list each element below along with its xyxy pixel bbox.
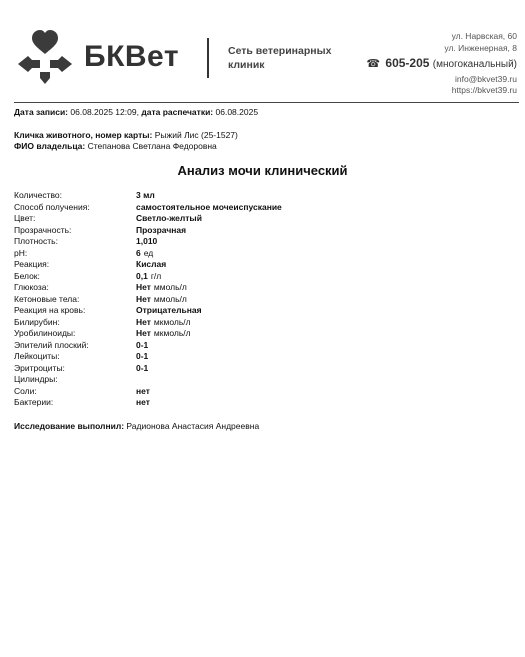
record-dates	[14, 107, 258, 117]
result-value: 0-1	[136, 339, 149, 350]
owner-label: ФИО владельца:	[14, 141, 86, 151]
result-label: Реакция:	[14, 259, 50, 269]
result-unit: мкмоль/л	[153, 316, 191, 327]
result-label: Белок:	[14, 270, 40, 281]
result-label: Прозрачность:	[14, 224, 72, 235]
result-label: Кетоновые тела:	[14, 293, 80, 304]
result-label: Цилиндры:	[14, 374, 58, 384]
result-value: самостоятельное мочеиспускание	[136, 201, 282, 212]
pet-value: Рыжий Лис (25-1527)	[154, 130, 238, 140]
owner-line	[14, 141, 238, 152]
result-value: 0-1	[136, 351, 149, 361]
address-line: ул. Инженерная, 8	[444, 43, 517, 53]
result-row	[14, 351, 434, 363]
result-row	[14, 328, 434, 340]
result-row	[14, 374, 434, 386]
result-value: Нет	[136, 328, 151, 338]
brand-divider	[207, 38, 209, 78]
result-label: Соли:	[14, 385, 37, 396]
performed-by-label: Исследование выполнил:	[14, 421, 125, 431]
result-label: Цвет:	[14, 213, 36, 223]
result-value: 0-1	[136, 362, 149, 373]
phone-icon: ☎	[366, 58, 381, 70]
result-row	[14, 282, 434, 294]
result-row	[14, 271, 434, 283]
result-row	[14, 317, 434, 329]
result-row	[14, 305, 434, 317]
website-link[interactable]: https://bkvet39.ru	[451, 85, 517, 95]
result-label: Глюкоза:	[14, 282, 49, 292]
result-label: Уробилиноиды:	[14, 328, 76, 338]
result-unit: мкмоль/л	[153, 328, 191, 338]
result-label: Лейкоциты:	[14, 351, 60, 361]
result-value: нет	[136, 385, 150, 396]
result-label: Способ получения:	[14, 201, 90, 212]
result-label: pH:	[14, 247, 28, 258]
result-value: 1,010	[136, 236, 158, 246]
header-divider	[14, 102, 519, 103]
result-value: Прозрачная	[136, 224, 187, 235]
result-value: 3 мл	[136, 190, 155, 200]
result-value: Кислая	[136, 259, 167, 269]
performed-by	[14, 421, 259, 431]
result-label: Реакция на кровь:	[14, 305, 86, 315]
brand-name: БКВет	[84, 40, 180, 73]
result-value: 0,1	[136, 270, 148, 281]
result-row	[14, 397, 434, 409]
address-line: ул. Нарвская, 60	[451, 31, 517, 41]
pet-line	[14, 130, 238, 141]
brand-tagline: Сеть ветеринарных клиник	[228, 45, 332, 71]
phone-number: 605-205	[385, 56, 430, 70]
result-unit: ед	[143, 247, 154, 258]
print-date-label: дата распечатки:	[141, 107, 214, 117]
print-date: 06.08.2025	[215, 107, 259, 117]
result-label: Эпителий плоский:	[14, 339, 89, 350]
result-row	[14, 294, 434, 306]
document-title: Анализ мочи клинический	[177, 163, 348, 178]
result-label: Бактерии:	[14, 397, 54, 407]
result-row	[14, 213, 434, 225]
record-date: 06.08.2025 12:09,	[70, 107, 139, 117]
pet-label: Кличка животного, номер карты:	[14, 130, 153, 140]
result-row	[14, 225, 434, 237]
result-row	[14, 386, 434, 398]
result-row	[14, 202, 434, 214]
result-value: Нет	[136, 282, 151, 292]
result-value: Отрицательная	[136, 305, 202, 315]
heart-arrows-logo-icon	[16, 28, 74, 86]
result-row	[14, 248, 434, 260]
result-value: Нет	[136, 316, 151, 327]
result-unit: ммоль/л	[153, 293, 187, 304]
result-row	[14, 236, 434, 248]
result-label: Количество:	[14, 190, 63, 200]
result-row	[14, 190, 434, 202]
result-label: Эритроциты:	[14, 362, 65, 373]
result-value: Светло-желтый	[136, 213, 202, 223]
result-unit: ммоль/л	[153, 282, 187, 292]
results-table	[14, 190, 434, 409]
result-value: 6	[136, 247, 141, 258]
result-row	[14, 363, 434, 375]
result-value: нет	[136, 397, 150, 407]
clinic-phone	[366, 56, 517, 70]
result-value: Нет	[136, 293, 151, 304]
result-label: Билирубин:	[14, 316, 60, 327]
result-row	[14, 259, 434, 271]
clinic-web-contacts	[452, 74, 517, 96]
record-date-label: Дата записи:	[14, 107, 69, 117]
email-link[interactable]: info@bkvet39.ru	[454, 74, 517, 84]
clinic-addresses	[444, 30, 517, 54]
owner-value: Степанова Светлана Федоровна	[87, 141, 217, 151]
phone-note: (многоканальный)	[432, 59, 517, 70]
performed-by-name: Радионова Анастасия Андреевна	[126, 421, 260, 431]
patient-info	[14, 130, 238, 152]
result-unit: г/л	[150, 270, 162, 281]
result-row	[14, 340, 434, 352]
result-label: Плотность:	[14, 236, 58, 246]
